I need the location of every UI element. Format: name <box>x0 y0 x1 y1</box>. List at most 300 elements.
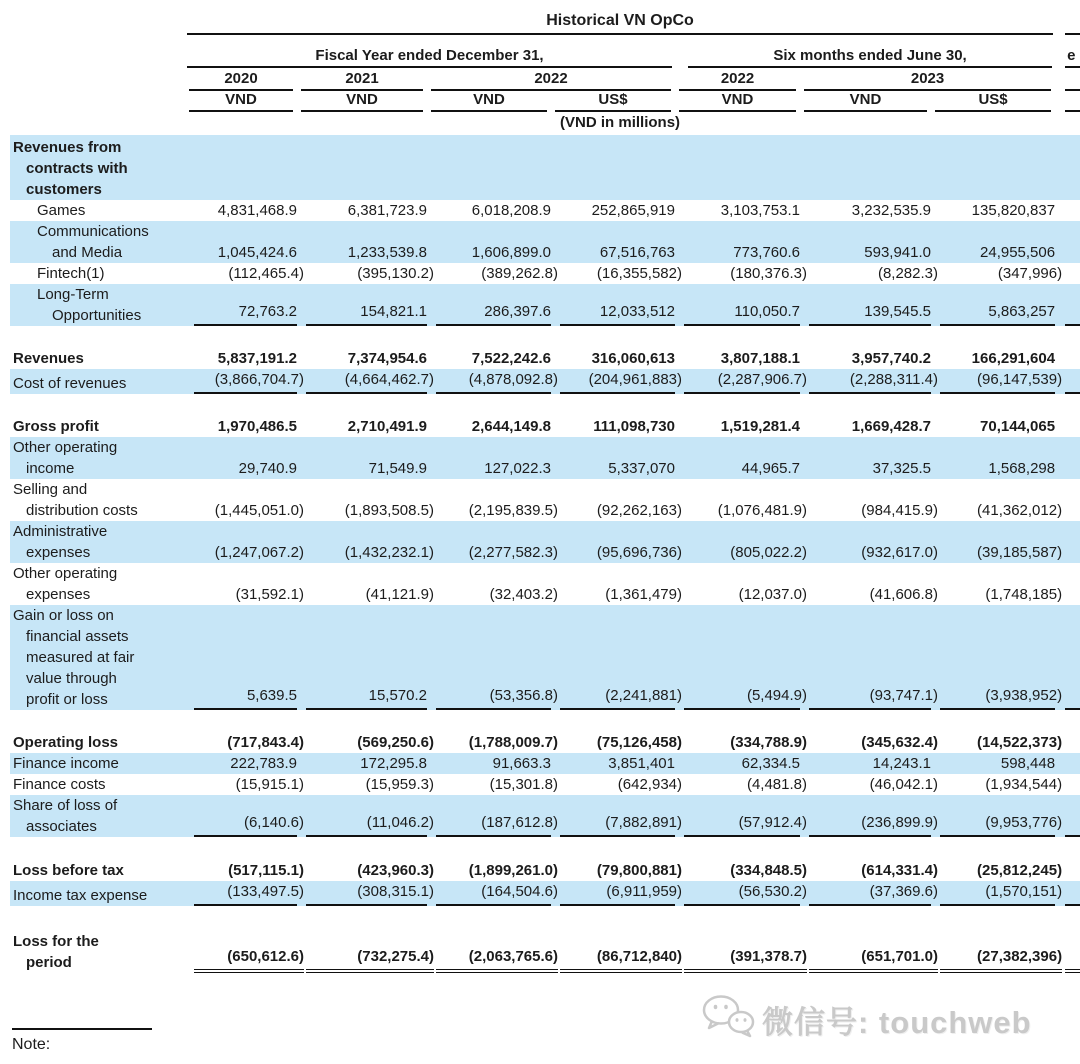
note-label: Note: <box>12 1036 51 1053</box>
value-text: (347,996) <box>997 265 1063 282</box>
cell-value <box>185 346 297 369</box>
cell-value <box>297 730 434 753</box>
value-text: 172,295.8 <box>360 755 427 772</box>
value-text: (650,612.6) <box>194 946 304 973</box>
value-text: (1,076,481.9) <box>717 502 807 519</box>
table-row <box>10 263 1080 284</box>
row-label <box>10 135 185 200</box>
value-text: (57,912.4) <box>684 812 807 837</box>
cell-value <box>800 774 938 795</box>
cell-value <box>185 479 304 521</box>
financial-table <box>10 6 1080 973</box>
year-header-row <box>10 68 1080 91</box>
cell-value <box>297 795 434 837</box>
year-header-2022-fy <box>427 68 675 91</box>
cell-value <box>427 221 551 263</box>
cell-value <box>931 346 1055 369</box>
cell-value <box>297 369 434 394</box>
currency-row-spacer <box>10 91 185 112</box>
currency-header-1 <box>185 91 297 112</box>
cell-value <box>427 263 558 284</box>
cell-value <box>931 414 1055 437</box>
cell-value <box>675 929 807 973</box>
currency-header-7 <box>931 91 1055 112</box>
cutoff-column-stub <box>1055 68 1080 91</box>
cell-value <box>427 774 558 795</box>
currency-header-5 <box>675 91 800 112</box>
value-text: (15,959.3) <box>365 776 434 793</box>
cell-value <box>185 221 297 263</box>
value-text: (53,356.8) <box>436 685 558 710</box>
cell-value <box>551 795 682 837</box>
cell-value <box>800 284 931 326</box>
row-label <box>10 730 185 753</box>
cell-value <box>185 730 304 753</box>
value-text: 72,763.2 <box>194 301 297 326</box>
row-label <box>10 881 185 906</box>
cell-value <box>800 605 938 710</box>
value-text: 593,941.0 <box>864 244 931 261</box>
row-label-line: Loss for the <box>13 933 99 950</box>
value-text: 3,232,535.9 <box>851 202 931 219</box>
cell-value <box>675 881 807 906</box>
cell-value <box>800 135 931 200</box>
table-row <box>10 605 1080 710</box>
value-text: (56,530.2) <box>684 881 807 906</box>
row-label-line: Finance income <box>13 755 119 772</box>
cell-value <box>297 881 434 906</box>
cell-value <box>931 881 1063 906</box>
cell-value <box>551 521 682 563</box>
value-text: (164,504.6) <box>436 881 558 906</box>
row-label-line: Cost of revenues <box>13 375 127 392</box>
table-row <box>10 929 1080 973</box>
value-text: 2,644,149.8 <box>471 418 551 435</box>
value-text: (112,465.4) <box>228 265 304 282</box>
table-row <box>10 414 1080 437</box>
value-text: 71,549.9 <box>368 460 427 477</box>
row-label <box>10 479 185 521</box>
cell-value <box>185 929 304 973</box>
row-label <box>10 414 185 437</box>
cell-value <box>800 346 931 369</box>
row-label-line: income <box>26 460 75 477</box>
value-text: (1,893,508.5) <box>344 502 434 519</box>
row-label-line: Games <box>37 202 86 219</box>
value-text: (1,748,185) <box>985 586 1063 603</box>
cell-value <box>800 795 938 837</box>
cell-value <box>185 284 297 326</box>
row-label-line: value through <box>26 670 117 687</box>
spacer-cell <box>10 837 1080 858</box>
year-header-2020 <box>185 68 297 91</box>
value-text: (1,247,067.2) <box>214 544 304 561</box>
value-text: (334,788.9) <box>730 734 807 751</box>
cell-value <box>800 563 938 605</box>
value-text: 37,325.5 <box>872 460 931 477</box>
cutoff-column-stub <box>1055 284 1080 326</box>
cell-value <box>427 135 551 200</box>
value-text: 3,103,753.1 <box>720 202 800 219</box>
cell-value <box>427 753 551 774</box>
table-row <box>10 346 1080 369</box>
cell-value <box>297 858 434 881</box>
cutoff-column-stub <box>1055 135 1080 200</box>
row-label <box>10 346 185 369</box>
cell-value <box>675 437 800 479</box>
group-row-spacer <box>10 35 185 68</box>
value-text: (732,275.4) <box>306 946 434 973</box>
cell-value <box>800 200 931 221</box>
year-header-2022-6m <box>675 68 800 91</box>
value-text: (12,037.0) <box>738 586 807 603</box>
row-label <box>10 563 185 605</box>
value-text: (75,126,458) <box>596 734 682 751</box>
value-text: 110,050.7 <box>684 301 800 326</box>
cell-value <box>551 479 682 521</box>
cell-value <box>675 200 800 221</box>
value-text: (345,632.4) <box>861 734 938 751</box>
cell-value <box>427 479 558 521</box>
column-group-six-months-label: Six months ended June 30, <box>688 47 1052 68</box>
value-text: (423,960.3) <box>357 862 434 879</box>
value-text: 4,831,468.9 <box>217 202 297 219</box>
value-text: (717,843.4) <box>227 734 304 751</box>
row-label-line: profit or loss <box>26 691 108 708</box>
cell-value <box>800 221 931 263</box>
cell-value <box>800 730 938 753</box>
row-label-line: Revenues from <box>13 139 122 156</box>
value-text: 24,955,506 <box>980 244 1056 261</box>
table-header <box>10 6 1080 135</box>
cell-value <box>551 774 682 795</box>
cell-value <box>931 605 1063 710</box>
watermark-text: 微信号: touchweb <box>762 1004 1032 1040</box>
value-text: (39,185,587) <box>977 544 1063 561</box>
row-label-line: expenses <box>26 586 91 603</box>
spacer-row <box>10 394 1080 414</box>
value-text: 252,865,919 <box>591 202 675 219</box>
value-text: 1,606,899.0 <box>471 244 551 261</box>
cell-value <box>185 605 297 710</box>
currency-label: VND <box>301 91 423 112</box>
value-text: 14,243.1 <box>872 755 931 772</box>
value-text: (7,882,891) <box>560 812 682 837</box>
cell-value <box>427 795 558 837</box>
cell-value <box>297 346 427 369</box>
title-row-spacer <box>10 6 185 35</box>
cell-value <box>675 774 807 795</box>
table-row <box>10 774 1080 795</box>
cell-value <box>185 437 297 479</box>
cell-value <box>931 479 1063 521</box>
value-text: 166,291,604 <box>971 350 1056 367</box>
cell-value <box>185 135 297 200</box>
row-label <box>10 929 185 973</box>
value-text: (41,362,012) <box>977 502 1063 519</box>
cell-value <box>675 795 807 837</box>
cell-value <box>427 284 551 326</box>
value-text: (4,878,092.8) <box>436 369 558 394</box>
cutoff-column-stub <box>1055 221 1080 263</box>
cell-value <box>185 753 297 774</box>
cell-value <box>675 284 800 326</box>
cell-value <box>185 521 304 563</box>
row-label-line: and Media <box>52 244 123 261</box>
value-text: 3,851,401 <box>608 755 675 772</box>
value-text: (79,800,881) <box>596 862 682 879</box>
cell-value <box>675 479 807 521</box>
value-text: 70,144,065 <box>980 418 1056 435</box>
cell-value <box>551 881 682 906</box>
table-row <box>10 730 1080 753</box>
value-text: (1,934,544) <box>985 776 1063 793</box>
value-text: (32,403.2) <box>489 586 558 603</box>
value-text: (642,934) <box>617 776 682 793</box>
cell-value <box>551 221 675 263</box>
cell-value <box>551 858 682 881</box>
value-text: (932,617.0) <box>861 544 938 561</box>
row-label <box>10 437 185 479</box>
value-text: (4,481.8) <box>746 776 807 793</box>
note-block <box>12 1028 152 1054</box>
currency-header-4 <box>551 91 675 112</box>
value-text: (395,130.2) <box>357 265 434 282</box>
value-text: (984,415.9) <box>861 502 938 519</box>
cell-value <box>675 414 800 437</box>
value-text: 7,374,954.6 <box>347 350 427 367</box>
value-text: (15,301.8) <box>489 776 558 793</box>
watermark <box>700 992 1032 1046</box>
value-text: (236,899.9) <box>809 812 938 837</box>
page-title: Historical VN OpCo <box>187 12 1053 35</box>
value-text: 598,448 <box>1000 755 1056 772</box>
table-row <box>10 200 1080 221</box>
cell-value <box>675 263 807 284</box>
cell-value <box>297 605 427 710</box>
cell-value <box>297 563 434 605</box>
cell-value <box>551 414 675 437</box>
cell-value <box>931 753 1055 774</box>
cutoff-column-stub <box>1055 437 1080 479</box>
cell-value <box>427 521 558 563</box>
currency-header-6 <box>800 91 931 112</box>
value-text: (6,911,959) <box>560 881 682 906</box>
table-row <box>10 795 1080 837</box>
value-text: (308,315.1) <box>306 881 434 906</box>
row-label-line: customers <box>26 181 102 198</box>
cell-value <box>931 200 1055 221</box>
value-text: 1,568,298 <box>988 460 1056 477</box>
row-label-line: Administrative <box>13 523 108 540</box>
cell-value <box>185 858 304 881</box>
cell-value <box>931 437 1055 479</box>
cell-value <box>297 414 427 437</box>
cell-value <box>551 346 675 369</box>
value-text: 1,233,539.8 <box>347 244 427 261</box>
cell-value <box>551 263 682 284</box>
cell-value <box>427 563 558 605</box>
cell-value <box>675 346 800 369</box>
row-label-line: measured at fair <box>26 649 135 666</box>
column-group-row <box>10 35 1080 68</box>
row-label-line: Loss before tax <box>13 862 124 879</box>
value-text: 5,837,191.2 <box>217 350 297 367</box>
value-text: (651,701.0) <box>809 946 938 973</box>
value-text: (1,788,009.7) <box>468 734 558 751</box>
cell-value <box>800 929 938 973</box>
cell-value <box>427 414 551 437</box>
table-row <box>10 284 1080 326</box>
column-group-six-months <box>675 35 1055 68</box>
cell-value <box>675 605 807 710</box>
cell-value <box>931 774 1063 795</box>
value-text: 111,098,730 <box>593 418 675 435</box>
row-label <box>10 774 185 795</box>
value-text: (391,378.7) <box>684 946 807 973</box>
value-text: 135,820,837 <box>971 202 1056 219</box>
spacer-row <box>10 710 1080 730</box>
cell-value <box>427 881 558 906</box>
cell-value <box>931 263 1063 284</box>
value-text: (1,432,232.1) <box>344 544 434 561</box>
row-label-line: Fintech(1) <box>37 265 105 282</box>
year-label: 2022 <box>679 70 796 91</box>
table-row <box>10 369 1080 394</box>
cell-value <box>800 858 938 881</box>
table-row <box>10 221 1080 263</box>
value-text: (614,331.4) <box>861 862 938 879</box>
cell-value <box>185 414 297 437</box>
currency-label: US$ <box>555 91 671 112</box>
cell-value <box>185 795 304 837</box>
year-header-2023-6m <box>800 68 1055 91</box>
value-text: 316,060,613 <box>591 350 675 367</box>
year-label: 2021 <box>301 70 423 91</box>
currency-label: VND <box>679 91 796 112</box>
value-text: (180,376.3) <box>730 265 807 282</box>
cutoff-column-stub <box>1055 753 1080 774</box>
currency-header-row <box>10 91 1080 112</box>
cell-value <box>551 605 682 710</box>
cell-value <box>551 437 675 479</box>
value-text: (2,287,906.7) <box>684 369 807 394</box>
table-row <box>10 521 1080 563</box>
cell-value <box>931 369 1063 394</box>
cell-value <box>427 730 558 753</box>
row-label <box>10 858 185 881</box>
cell-value <box>551 200 675 221</box>
row-label <box>10 521 185 563</box>
row-label-line: Finance costs <box>13 776 106 793</box>
table-row <box>10 858 1080 881</box>
cell-value <box>427 437 551 479</box>
cell-value <box>675 730 807 753</box>
cell-value <box>931 135 1055 200</box>
cutoff-column-group <box>1055 35 1080 68</box>
value-text: 286,397.6 <box>436 301 551 326</box>
currency-label: VND <box>431 91 547 112</box>
cell-value <box>931 858 1063 881</box>
cell-value <box>800 521 938 563</box>
cell-value <box>551 369 682 394</box>
cell-value <box>675 221 800 263</box>
value-text: 1,519,281.4 <box>720 418 800 435</box>
cutoff-column-stub <box>1055 414 1080 437</box>
value-text: 15,570.2 <box>306 685 427 710</box>
units-row <box>10 112 1080 135</box>
value-text: (15,915.1) <box>235 776 304 793</box>
value-text: 5,337,070 <box>608 460 675 477</box>
table-row <box>10 479 1080 521</box>
currency-header-3 <box>427 91 551 112</box>
units-row-stub <box>1055 112 1080 135</box>
value-text: (41,606.8) <box>869 586 938 603</box>
currency-header-2 <box>297 91 427 112</box>
table-row <box>10 135 1080 200</box>
spacer-row <box>10 326 1080 346</box>
spacer-row <box>10 837 1080 858</box>
value-text: 222,783.9 <box>230 755 297 772</box>
value-text: (204,961,883) <box>560 369 682 394</box>
cell-value <box>185 263 304 284</box>
year-row-spacer <box>10 68 185 91</box>
cell-value <box>551 730 682 753</box>
row-label-line: Income tax expense <box>13 887 148 904</box>
row-label <box>10 753 185 774</box>
row-label-line: Revenues <box>13 350 84 367</box>
row-label-line: financial assets <box>26 628 129 645</box>
value-text: 6,381,723.9 <box>347 202 427 219</box>
row-label <box>10 284 185 326</box>
cell-value <box>297 135 427 200</box>
column-group-fiscal-year <box>185 35 675 68</box>
row-label-line: period <box>26 954 72 971</box>
value-text: (92,262,163) <box>596 502 682 519</box>
year-label: 2022 <box>431 70 671 91</box>
cell-value <box>931 795 1063 837</box>
value-text: 6,018,208.9 <box>471 202 551 219</box>
table-row <box>10 881 1080 906</box>
cell-value <box>675 858 807 881</box>
row-label-line: contracts with <box>26 160 128 177</box>
cell-value <box>551 135 675 200</box>
cell-value <box>185 881 304 906</box>
value-text: 12,033,512 <box>560 301 675 326</box>
cutoff-column-stub <box>1055 6 1080 35</box>
value-text: (41,121.9) <box>365 586 434 603</box>
cell-value <box>297 221 427 263</box>
value-text: (96,147,539) <box>940 369 1062 394</box>
wechat-icon <box>700 992 756 1046</box>
cell-value <box>185 369 304 394</box>
row-label <box>10 369 185 394</box>
value-text: (1,899,261.0) <box>468 862 558 879</box>
row-label-line: Share of loss of <box>13 797 118 814</box>
cell-value <box>931 730 1063 753</box>
value-text: (1,445,051.0) <box>214 502 304 519</box>
row-label <box>10 795 185 837</box>
value-text: (2,288,311.4) <box>809 369 938 394</box>
cell-value <box>551 563 682 605</box>
spacer-cell <box>10 326 1080 346</box>
cell-value <box>931 563 1063 605</box>
cell-value <box>931 521 1063 563</box>
title-row <box>10 6 1080 35</box>
value-text: (187,612.8) <box>436 812 558 837</box>
cell-value <box>427 369 558 394</box>
value-text: (3,938,952) <box>940 685 1062 710</box>
